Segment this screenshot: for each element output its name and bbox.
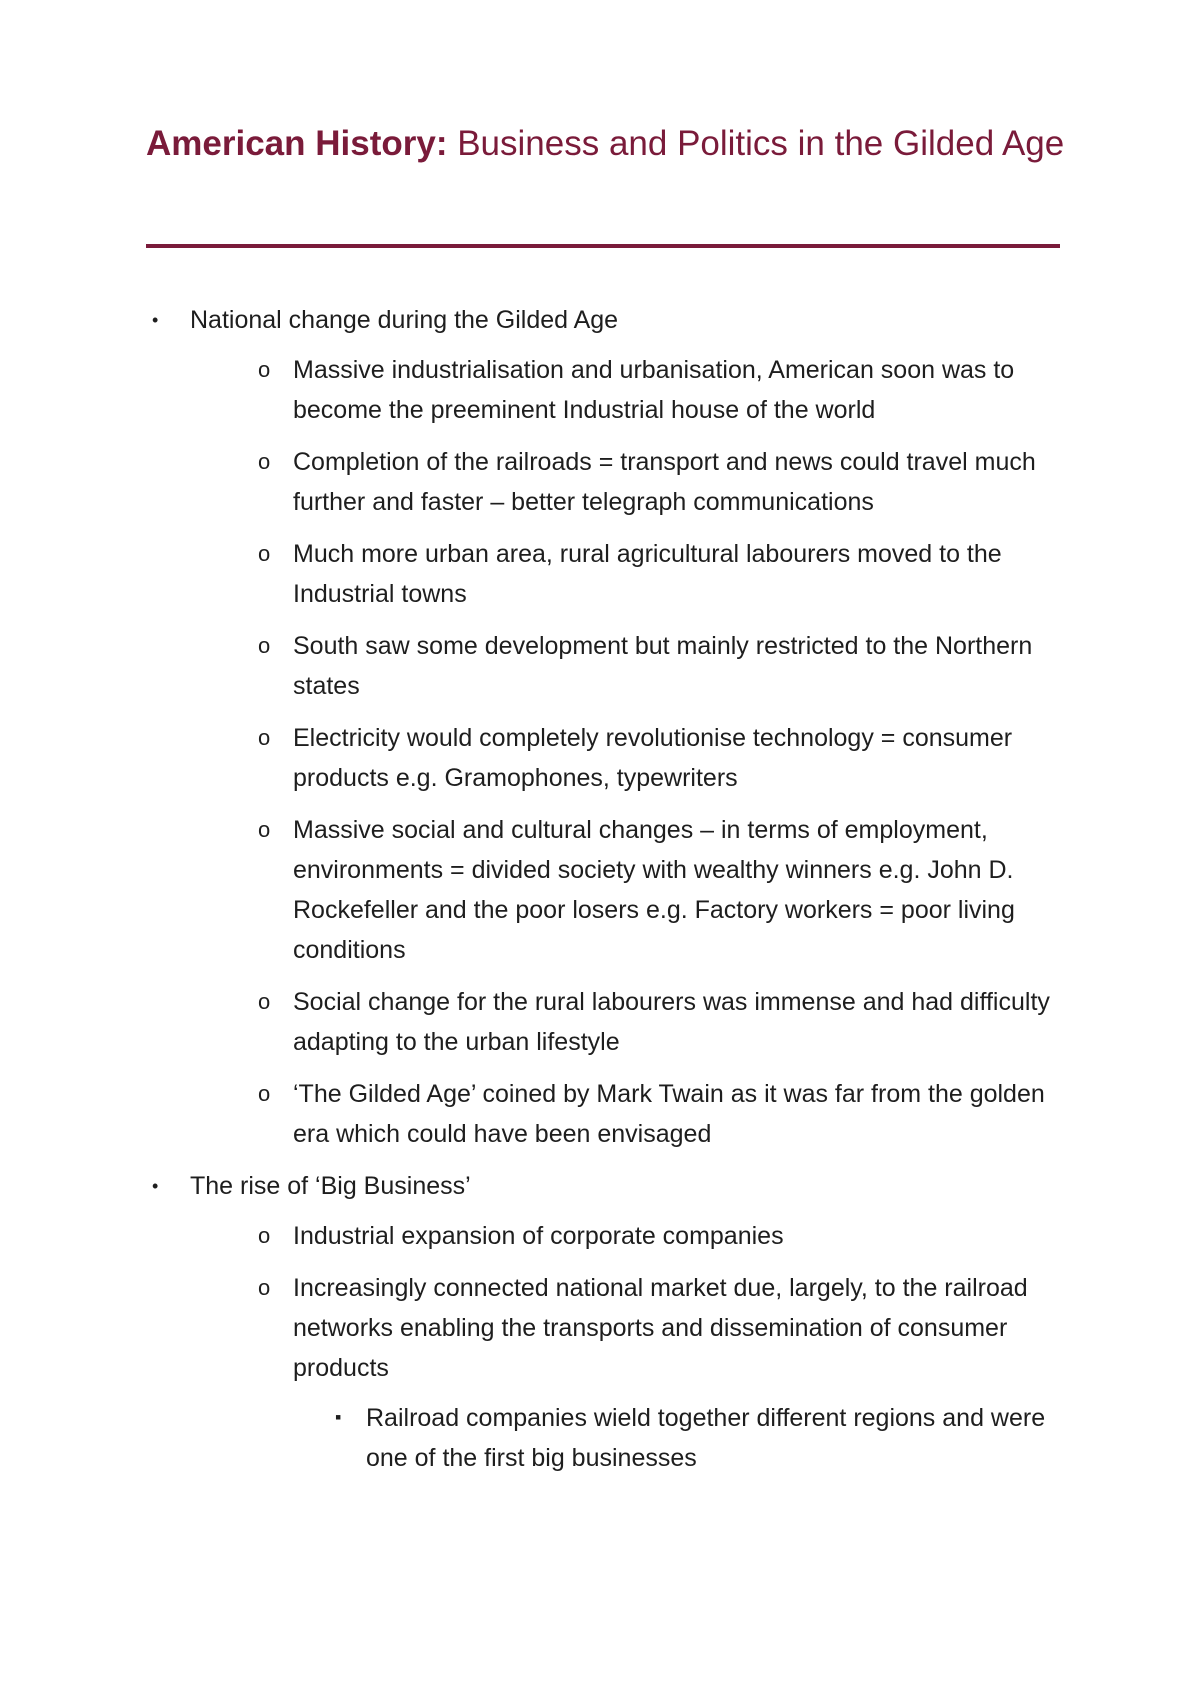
- list-item-text: Industrial expansion of corporate companies: [293, 1222, 784, 1250]
- list-item: [258, 534, 1066, 614]
- top-level-list: [146, 300, 1066, 1478]
- list-item: [258, 1074, 1066, 1154]
- list-item: [335, 1398, 1066, 1478]
- bullet-circle-icon: o: [258, 1223, 271, 1248]
- list-item: [258, 810, 1066, 970]
- list-item: [258, 350, 1066, 430]
- bullet-circle-icon: o: [258, 633, 271, 658]
- title-rest-part: Business and Politics in the Gilded Age: [447, 124, 1065, 163]
- bullet-circle-icon: o: [258, 541, 271, 566]
- page-title: [146, 116, 1066, 172]
- list-item-text: ‘The Gilded Age’ coined by Mark Twain as it was far from the golden era which could have been envisaged: [293, 1080, 1045, 1148]
- bullet-circle-icon: o: [258, 817, 271, 842]
- bullet-circle-icon: o: [258, 725, 271, 750]
- notes-body: [146, 300, 1066, 1490]
- list-item-text: Completion of the railroads = transport and news could travel much further and faster – better telegraph communications: [293, 448, 1036, 516]
- list-item-text: Massive social and cultural changes – in terms of employment, environments = divided society with wealthy winners e.g. John D. Rockefeller and the poor losers e.g. Factory workers = poor living conditions: [293, 816, 1015, 964]
- bullet-circle-icon: o: [258, 357, 271, 382]
- list-item: [258, 442, 1066, 522]
- bullet-dot-icon: •: [152, 310, 159, 330]
- bullet-circle-icon: o: [258, 449, 271, 474]
- list-item-text: South saw some development but mainly restricted to the Northern states: [293, 632, 1033, 700]
- list-item-text: Railroad companies wield together different regions and were one of the first big businesses: [366, 1404, 1046, 1472]
- list-item: [258, 1216, 1066, 1256]
- bullet-circle-icon: o: [258, 1275, 271, 1300]
- list-item: [258, 718, 1066, 798]
- list-item-text: Massive industrialisation and urbanisation, American soon was to become the preeminent Industrial house of the world: [293, 356, 1015, 424]
- title-bold-part: American History:: [146, 124, 448, 163]
- list-item: [258, 626, 1066, 706]
- sub-sub-list: [293, 1398, 1066, 1478]
- list-item-text: Social change for the rural labourers was immense and had difficulty adapting to the urban lifestyle: [293, 988, 1050, 1056]
- bullet-circle-icon: o: [258, 1081, 271, 1106]
- section-heading: National change during the Gilded Age: [190, 306, 619, 334]
- list-item-text: Much more urban area, rural agricultural labourers moved to the Industrial towns: [293, 540, 1002, 608]
- title-divider: [146, 244, 1060, 248]
- list-item-section: [146, 300, 1066, 1154]
- section-heading: The rise of ‘Big Business’: [190, 1172, 471, 1200]
- list-item-text: Increasingly connected national market due, largely, to the railroad networks enabling the transports and dissemination of consumer products: [293, 1274, 1028, 1382]
- bullet-square-icon: ▪: [335, 1407, 342, 1427]
- sub-list: [190, 1216, 1066, 1478]
- list-item-section: [146, 1166, 1066, 1478]
- list-item: [258, 1268, 1066, 1478]
- bullet-circle-icon: o: [258, 989, 271, 1014]
- list-item-text: Electricity would completely revolutionise technology = consumer products e.g. Gramophones, typewriters: [293, 724, 1013, 792]
- list-item: [258, 982, 1066, 1062]
- bullet-dot-icon: •: [152, 1176, 159, 1196]
- sub-list: [190, 350, 1066, 1154]
